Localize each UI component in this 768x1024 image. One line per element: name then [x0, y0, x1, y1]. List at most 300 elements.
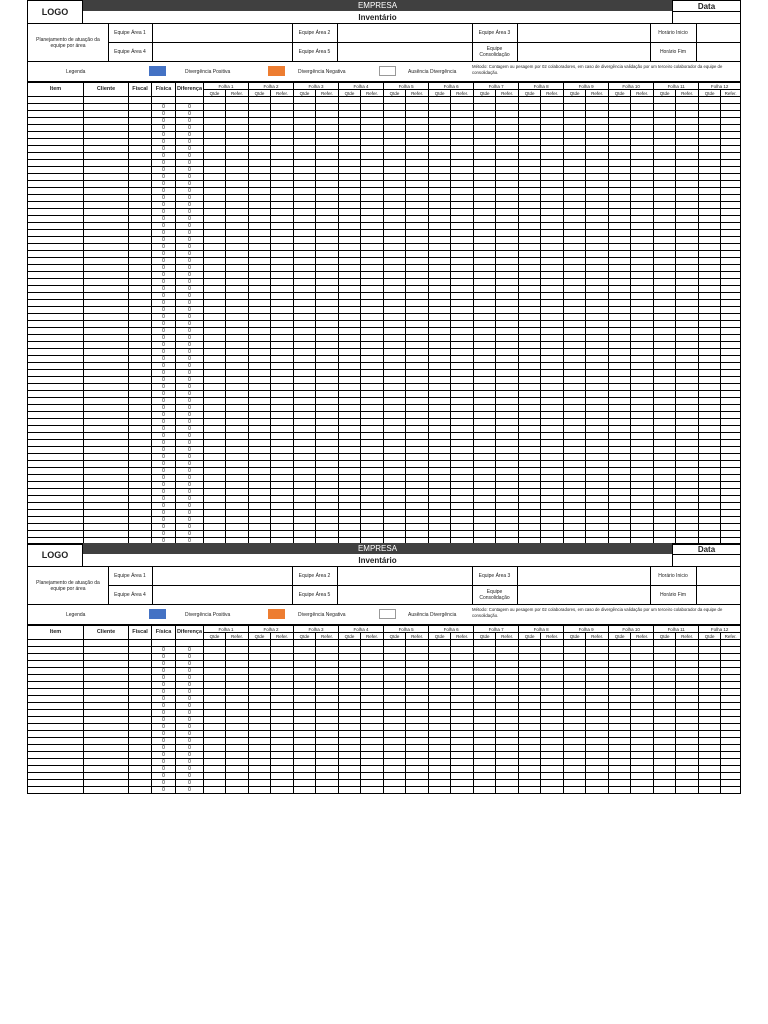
qty-cell[interactable] — [609, 328, 631, 335]
ref-cell[interactable] — [316, 717, 339, 724]
qty-cell[interactable] — [699, 125, 721, 132]
qty-cell[interactable] — [339, 216, 361, 223]
qty-cell[interactable] — [564, 125, 586, 132]
ref-cell[interactable] — [316, 391, 339, 398]
ref-cell[interactable] — [541, 125, 564, 132]
item-cell[interactable] — [28, 780, 84, 787]
qty-cell[interactable] — [429, 419, 451, 426]
ref-cell[interactable] — [496, 661, 519, 668]
fiscal-cell[interactable] — [129, 342, 152, 349]
qty-cell[interactable] — [474, 482, 496, 489]
ref-cell[interactable] — [496, 766, 519, 773]
qty-cell[interactable] — [429, 363, 451, 370]
qty-cell[interactable] — [249, 335, 271, 342]
qty-cell[interactable] — [474, 160, 496, 167]
item-cell[interactable] — [28, 139, 84, 146]
ref-cell[interactable] — [721, 202, 741, 209]
qty-cell[interactable] — [699, 160, 721, 167]
ref-cell[interactable] — [586, 251, 609, 258]
ref-cell[interactable] — [631, 412, 654, 419]
ref-cell[interactable] — [541, 780, 564, 787]
difference-cell[interactable]: 0 — [176, 710, 204, 717]
qty-cell[interactable] — [699, 230, 721, 237]
qty-cell[interactable] — [564, 703, 586, 710]
qty-cell[interactable] — [204, 209, 226, 216]
fiscal-cell[interactable] — [129, 132, 152, 139]
qty-cell[interactable] — [294, 237, 316, 244]
qty-cell[interactable] — [339, 321, 361, 328]
qty-cell[interactable] — [249, 202, 271, 209]
qty-cell[interactable] — [204, 237, 226, 244]
qty-cell[interactable] — [384, 377, 406, 384]
item-cell[interactable] — [28, 132, 84, 139]
qty-cell[interactable] — [339, 230, 361, 237]
qty-cell[interactable] — [654, 647, 676, 654]
ref-cell[interactable] — [631, 384, 654, 391]
ref-cell[interactable] — [271, 412, 294, 419]
qty-cell[interactable] — [429, 314, 451, 321]
ref-cell[interactable] — [451, 398, 474, 405]
ref-cell[interactable] — [496, 195, 519, 202]
ref-cell[interactable] — [586, 223, 609, 230]
qty-cell[interactable] — [249, 524, 271, 531]
qty-cell[interactable] — [294, 745, 316, 752]
qty-cell[interactable] — [564, 661, 586, 668]
qty-cell[interactable] — [519, 475, 541, 482]
ref-cell[interactable] — [631, 307, 654, 314]
qty-cell[interactable] — [519, 482, 541, 489]
ref-cell[interactable] — [496, 468, 519, 475]
ref-cell[interactable] — [721, 209, 741, 216]
item-cell[interactable] — [28, 384, 84, 391]
ref-cell[interactable] — [586, 447, 609, 454]
team-area-5-field[interactable] — [337, 585, 472, 604]
qty-cell[interactable] — [339, 244, 361, 251]
qty-cell[interactable] — [384, 328, 406, 335]
ref-cell[interactable] — [721, 405, 741, 412]
qty-cell[interactable] — [339, 773, 361, 780]
qty-cell[interactable] — [699, 724, 721, 731]
fiscal-cell[interactable] — [129, 787, 152, 794]
ref-cell[interactable] — [406, 342, 429, 349]
qty-cell[interactable] — [249, 188, 271, 195]
qty-cell[interactable] — [474, 524, 496, 531]
fiscal-cell[interactable] — [129, 370, 152, 377]
client-cell[interactable] — [84, 272, 129, 279]
qty-cell[interactable] — [339, 731, 361, 738]
ref-cell[interactable] — [271, 717, 294, 724]
qty-cell[interactable] — [249, 738, 271, 745]
ref-cell[interactable] — [226, 377, 249, 384]
ref-cell[interactable] — [676, 384, 699, 391]
ref-cell[interactable] — [586, 328, 609, 335]
ref-cell[interactable] — [406, 195, 429, 202]
qty-cell[interactable] — [204, 167, 226, 174]
qty-cell[interactable] — [474, 258, 496, 265]
qty-cell[interactable] — [384, 703, 406, 710]
ref-cell[interactable] — [586, 272, 609, 279]
ref-cell[interactable] — [451, 167, 474, 174]
qty-cell[interactable] — [699, 279, 721, 286]
ref-cell[interactable] — [316, 174, 339, 181]
ref-cell[interactable] — [541, 244, 564, 251]
qty-cell[interactable] — [609, 773, 631, 780]
ref-cell[interactable] — [451, 258, 474, 265]
qty-cell[interactable] — [699, 461, 721, 468]
ref-cell[interactable] — [361, 272, 384, 279]
item-cell[interactable] — [28, 468, 84, 475]
physical-cell[interactable]: 0 — [152, 104, 176, 111]
qty-cell[interactable] — [654, 461, 676, 468]
ref-cell[interactable] — [406, 724, 429, 731]
ref-cell[interactable] — [226, 104, 249, 111]
ref-cell[interactable] — [496, 787, 519, 794]
client-cell[interactable] — [84, 689, 129, 696]
ref-cell[interactable] — [586, 503, 609, 510]
qty-cell[interactable] — [654, 759, 676, 766]
qty-cell[interactable] — [654, 710, 676, 717]
ref-cell[interactable] — [586, 125, 609, 132]
physical-cell[interactable]: 0 — [152, 125, 176, 132]
ref-cell[interactable] — [316, 300, 339, 307]
qty-cell[interactable] — [699, 384, 721, 391]
ref-cell[interactable] — [226, 524, 249, 531]
ref-cell[interactable] — [586, 384, 609, 391]
qty-cell[interactable] — [204, 661, 226, 668]
ref-cell[interactable] — [361, 531, 384, 538]
difference-cell[interactable]: 0 — [176, 286, 204, 293]
qty-cell[interactable] — [654, 780, 676, 787]
ref-cell[interactable] — [496, 356, 519, 363]
qty-cell[interactable] — [519, 654, 541, 661]
qty-cell[interactable] — [474, 251, 496, 258]
qty-cell[interactable] — [654, 258, 676, 265]
qty-cell[interactable] — [699, 524, 721, 531]
ref-cell[interactable] — [586, 668, 609, 675]
ref-cell[interactable] — [631, 167, 654, 174]
difference-cell[interactable]: 0 — [176, 160, 204, 167]
ref-cell[interactable] — [631, 468, 654, 475]
ref-cell[interactable] — [496, 174, 519, 181]
ref-cell[interactable] — [541, 640, 564, 647]
qty-cell[interactable] — [294, 759, 316, 766]
client-cell[interactable] — [84, 440, 129, 447]
ref-cell[interactable] — [676, 517, 699, 524]
ref-cell[interactable] — [451, 188, 474, 195]
qty-cell[interactable] — [249, 265, 271, 272]
qty-cell[interactable] — [699, 216, 721, 223]
qty-cell[interactable] — [294, 752, 316, 759]
qty-cell[interactable] — [384, 510, 406, 517]
fiscal-cell[interactable] — [129, 752, 152, 759]
qty-cell[interactable] — [249, 696, 271, 703]
qty-cell[interactable] — [474, 125, 496, 132]
qty-cell[interactable] — [204, 321, 226, 328]
qty-cell[interactable] — [609, 237, 631, 244]
qty-cell[interactable] — [384, 209, 406, 216]
ref-cell[interactable] — [271, 209, 294, 216]
qty-cell[interactable] — [564, 787, 586, 794]
ref-cell[interactable] — [271, 398, 294, 405]
item-cell[interactable] — [28, 314, 84, 321]
ref-cell[interactable] — [586, 496, 609, 503]
ref-cell[interactable] — [676, 710, 699, 717]
difference-cell[interactable]: 0 — [176, 223, 204, 230]
qty-cell[interactable] — [699, 510, 721, 517]
qty-cell[interactable] — [609, 307, 631, 314]
ref-cell[interactable] — [226, 272, 249, 279]
ref-cell[interactable] — [586, 139, 609, 146]
ref-cell[interactable] — [451, 370, 474, 377]
qty-cell[interactable] — [474, 265, 496, 272]
ref-cell[interactable] — [721, 293, 741, 300]
difference-cell[interactable]: 0 — [176, 328, 204, 335]
qty-cell[interactable] — [339, 300, 361, 307]
qty-cell[interactable] — [294, 293, 316, 300]
ref-cell[interactable] — [406, 272, 429, 279]
qty-cell[interactable] — [294, 153, 316, 160]
qty-cell[interactable] — [519, 195, 541, 202]
qty-cell[interactable] — [384, 745, 406, 752]
qty-cell[interactable] — [564, 510, 586, 517]
ref-cell[interactable] — [586, 531, 609, 538]
ref-cell[interactable] — [496, 307, 519, 314]
ref-cell[interactable] — [631, 426, 654, 433]
fiscal-cell[interactable] — [129, 419, 152, 426]
ref-cell[interactable] — [316, 405, 339, 412]
ref-cell[interactable] — [586, 230, 609, 237]
qty-cell[interactable] — [204, 335, 226, 342]
qty-cell[interactable] — [654, 363, 676, 370]
qty-cell[interactable] — [249, 468, 271, 475]
team-consolidation-field[interactable] — [517, 42, 650, 61]
physical-cell[interactable]: 0 — [152, 433, 176, 440]
qty-cell[interactable] — [519, 377, 541, 384]
qty-cell[interactable] — [204, 419, 226, 426]
qty-cell[interactable] — [609, 710, 631, 717]
qty-cell[interactable] — [429, 202, 451, 209]
ref-cell[interactable] — [406, 654, 429, 661]
qty-cell[interactable] — [204, 503, 226, 510]
qty-cell[interactable] — [564, 419, 586, 426]
ref-cell[interactable] — [721, 216, 741, 223]
ref-cell[interactable] — [406, 97, 429, 104]
ref-cell[interactable] — [361, 468, 384, 475]
qty-cell[interactable] — [654, 314, 676, 321]
ref-cell[interactable] — [406, 461, 429, 468]
qty-cell[interactable] — [384, 363, 406, 370]
qty-cell[interactable] — [699, 237, 721, 244]
qty-cell[interactable] — [249, 153, 271, 160]
ref-cell[interactable] — [226, 668, 249, 675]
qty-cell[interactable] — [699, 265, 721, 272]
ref-cell[interactable] — [541, 717, 564, 724]
qty-cell[interactable] — [474, 356, 496, 363]
qty-cell[interactable] — [564, 370, 586, 377]
ref-cell[interactable] — [496, 286, 519, 293]
physical-cell[interactable]: 0 — [152, 661, 176, 668]
qty-cell[interactable] — [294, 780, 316, 787]
ref-cell[interactable] — [631, 258, 654, 265]
qty-cell[interactable] — [294, 647, 316, 654]
ref-cell[interactable] — [586, 731, 609, 738]
qty-cell[interactable] — [384, 230, 406, 237]
physical-cell[interactable]: 0 — [152, 300, 176, 307]
qty-cell[interactable] — [294, 440, 316, 447]
client-cell[interactable] — [84, 419, 129, 426]
ref-cell[interactable] — [496, 752, 519, 759]
qty-cell[interactable] — [654, 111, 676, 118]
qty-cell[interactable] — [204, 265, 226, 272]
qty-cell[interactable] — [429, 181, 451, 188]
ref-cell[interactable] — [406, 321, 429, 328]
difference-cell[interactable]: 0 — [176, 118, 204, 125]
qty-cell[interactable] — [429, 433, 451, 440]
ref-cell[interactable] — [721, 773, 741, 780]
qty-cell[interactable] — [474, 675, 496, 682]
ref-cell[interactable] — [496, 132, 519, 139]
ref-cell[interactable] — [721, 363, 741, 370]
qty-cell[interactable] — [564, 342, 586, 349]
ref-cell[interactable] — [361, 335, 384, 342]
qty-cell[interactable] — [294, 661, 316, 668]
ref-cell[interactable] — [406, 731, 429, 738]
qty-cell[interactable] — [204, 391, 226, 398]
qty-cell[interactable] — [339, 640, 361, 647]
fiscal-cell[interactable] — [129, 475, 152, 482]
difference-cell[interactable]: 0 — [176, 752, 204, 759]
ref-cell[interactable] — [316, 132, 339, 139]
ref-cell[interactable] — [541, 496, 564, 503]
qty-cell[interactable] — [654, 419, 676, 426]
ref-cell[interactable] — [541, 426, 564, 433]
ref-cell[interactable] — [496, 496, 519, 503]
qty-cell[interactable] — [609, 447, 631, 454]
item-cell[interactable] — [28, 717, 84, 724]
qty-cell[interactable] — [384, 153, 406, 160]
qty-cell[interactable] — [294, 167, 316, 174]
qty-cell[interactable] — [474, 668, 496, 675]
qty-cell[interactable] — [339, 286, 361, 293]
qty-cell[interactable] — [204, 489, 226, 496]
fiscal-cell[interactable] — [129, 654, 152, 661]
qty-cell[interactable] — [384, 202, 406, 209]
qty-cell[interactable] — [519, 335, 541, 342]
qty-cell[interactable] — [609, 682, 631, 689]
ref-cell[interactable] — [271, 426, 294, 433]
fiscal-cell[interactable] — [129, 286, 152, 293]
ref-cell[interactable] — [496, 668, 519, 675]
ref-cell[interactable] — [316, 787, 339, 794]
ref-cell[interactable] — [451, 731, 474, 738]
ref-cell[interactable] — [226, 356, 249, 363]
qty-cell[interactable] — [249, 363, 271, 370]
ref-cell[interactable] — [541, 668, 564, 675]
qty-cell[interactable] — [474, 517, 496, 524]
ref-cell[interactable] — [676, 160, 699, 167]
difference-cell[interactable]: 0 — [176, 195, 204, 202]
ref-cell[interactable] — [541, 654, 564, 661]
physical-cell[interactable]: 0 — [152, 377, 176, 384]
qty-cell[interactable] — [204, 752, 226, 759]
item-cell[interactable] — [28, 675, 84, 682]
ref-cell[interactable] — [586, 689, 609, 696]
qty-cell[interactable] — [654, 118, 676, 125]
ref-cell[interactable] — [226, 759, 249, 766]
item-cell[interactable] — [28, 104, 84, 111]
ref-cell[interactable] — [631, 391, 654, 398]
qty-cell[interactable] — [474, 209, 496, 216]
qty-cell[interactable] — [474, 223, 496, 230]
qty-cell[interactable] — [204, 258, 226, 265]
qty-cell[interactable] — [564, 738, 586, 745]
fiscal-cell[interactable] — [129, 412, 152, 419]
qty-cell[interactable] — [339, 468, 361, 475]
qty-cell[interactable] — [384, 258, 406, 265]
ref-cell[interactable] — [496, 738, 519, 745]
qty-cell[interactable] — [429, 524, 451, 531]
ref-cell[interactable] — [676, 787, 699, 794]
qty-cell[interactable] — [474, 710, 496, 717]
ref-cell[interactable] — [226, 384, 249, 391]
ref-cell[interactable] — [631, 181, 654, 188]
ref-cell[interactable] — [676, 433, 699, 440]
qty-cell[interactable] — [699, 209, 721, 216]
qty-cell[interactable] — [519, 745, 541, 752]
qty-cell[interactable] — [294, 111, 316, 118]
qty-cell[interactable] — [564, 104, 586, 111]
ref-cell[interactable] — [271, 97, 294, 104]
ref-cell[interactable] — [271, 279, 294, 286]
ref-cell[interactable] — [496, 167, 519, 174]
qty-cell[interactable] — [294, 703, 316, 710]
ref-cell[interactable] — [676, 244, 699, 251]
difference-cell[interactable]: 0 — [176, 454, 204, 461]
qty-cell[interactable] — [429, 328, 451, 335]
qty-cell[interactable] — [519, 731, 541, 738]
ref-cell[interactable] — [631, 342, 654, 349]
qty-cell[interactable] — [249, 286, 271, 293]
qty-cell[interactable] — [564, 489, 586, 496]
qty-cell[interactable] — [339, 251, 361, 258]
qty-cell[interactable] — [564, 454, 586, 461]
qty-cell[interactable] — [294, 335, 316, 342]
ref-cell[interactable] — [496, 370, 519, 377]
qty-cell[interactable] — [519, 293, 541, 300]
qty-cell[interactable] — [339, 125, 361, 132]
ref-cell[interactable] — [631, 461, 654, 468]
qty-cell[interactable] — [564, 349, 586, 356]
ref-cell[interactable] — [676, 682, 699, 689]
ref-cell[interactable] — [676, 104, 699, 111]
ref-cell[interactable] — [361, 647, 384, 654]
ref-cell[interactable] — [451, 419, 474, 426]
ref-cell[interactable] — [271, 454, 294, 461]
ref-cell[interactable] — [406, 787, 429, 794]
ref-cell[interactable] — [226, 426, 249, 433]
qty-cell[interactable] — [609, 398, 631, 405]
ref-cell[interactable] — [451, 174, 474, 181]
qty-cell[interactable] — [519, 787, 541, 794]
qty-cell[interactable] — [519, 363, 541, 370]
qty-cell[interactable] — [654, 153, 676, 160]
ref-cell[interactable] — [586, 482, 609, 489]
ref-cell[interactable] — [721, 426, 741, 433]
ref-cell[interactable] — [631, 195, 654, 202]
qty-cell[interactable] — [699, 668, 721, 675]
ref-cell[interactable] — [451, 216, 474, 223]
ref-cell[interactable] — [451, 496, 474, 503]
